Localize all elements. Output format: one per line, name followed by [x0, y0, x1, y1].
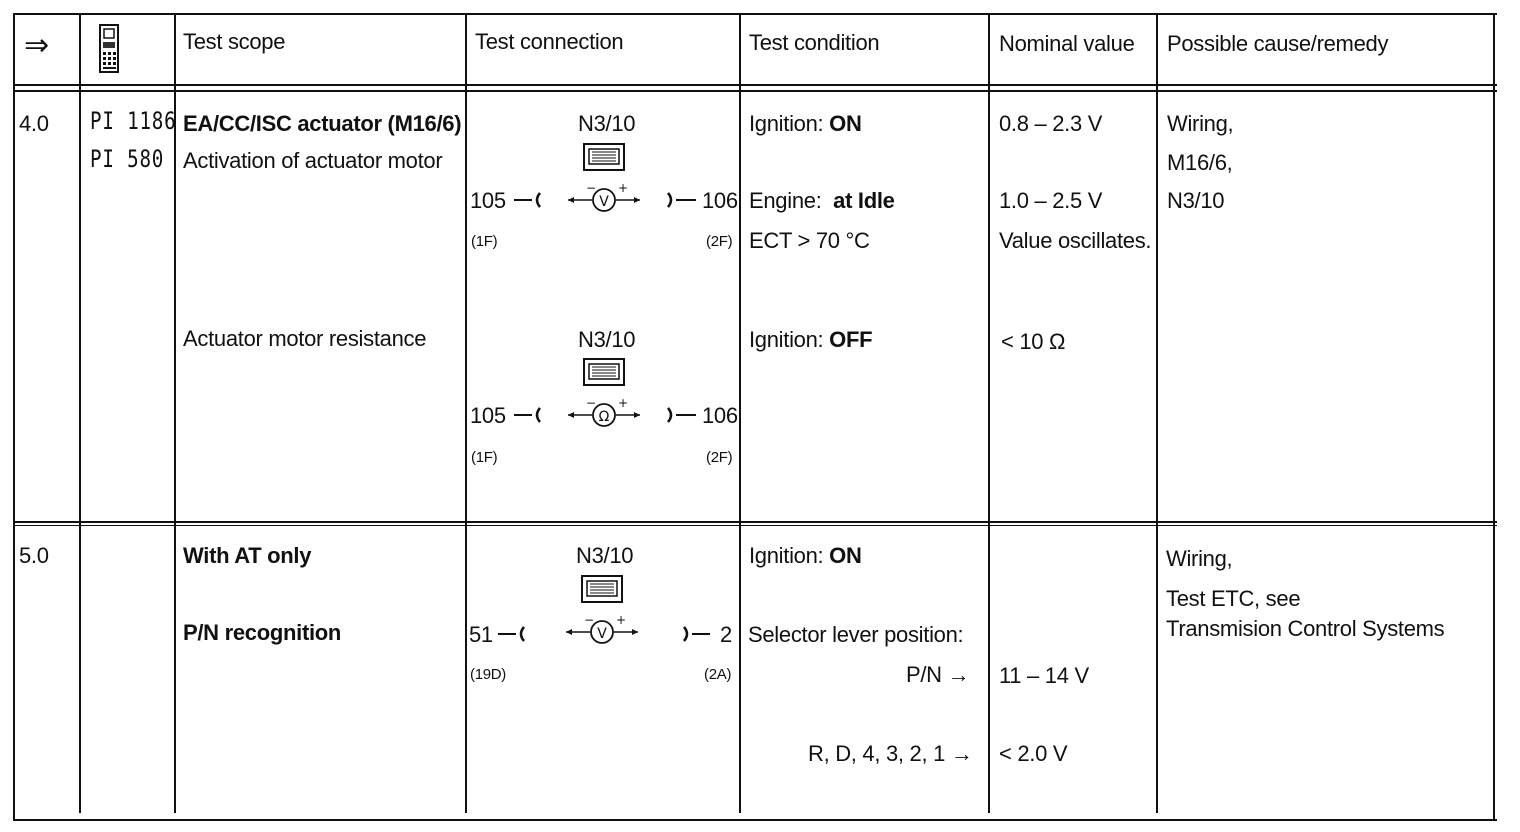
connector-icon [582, 140, 626, 174]
connector-icon [580, 572, 624, 606]
svg-text:−: − [586, 396, 597, 410]
probe-right-icon [664, 190, 698, 210]
svg-text:−: − [586, 181, 597, 195]
svg-text:V: V [599, 194, 609, 210]
cause-item: Wiring, [1167, 111, 1234, 136]
nominal-value: < 10 Ω [1001, 329, 1066, 354]
col-rule-3 [465, 13, 467, 813]
pin-left-sub: (1F) [471, 233, 498, 250]
col-rule-0 [13, 13, 15, 821]
pin-right: 2 [720, 622, 732, 647]
condition-label: Ignition: OFF [749, 327, 873, 352]
condition-text: ECT > 70 °C [749, 228, 870, 253]
ohmmeter-icon [566, 395, 642, 431]
cause-item: Test ETC, see [1166, 586, 1301, 611]
pin-left: 105 [470, 403, 506, 428]
arrow-header: ⇒ [24, 28, 49, 63]
fault-code: PI 1186 [90, 107, 177, 135]
probe-right-icon [680, 624, 714, 644]
pin-left: 51 [469, 622, 493, 647]
col-rule-1 [79, 13, 81, 813]
cause-item: N3/10 [1167, 188, 1225, 213]
nominal-value: Value oscillates. [999, 228, 1152, 253]
probe-right-icon [664, 405, 698, 425]
pin-left-sub: (19D) [470, 666, 507, 683]
pin-left: 105 [470, 188, 506, 213]
scope-subtitle: P/N recognition [183, 620, 342, 645]
row-rule [13, 521, 1497, 523]
probe-left-icon [512, 190, 544, 210]
condition-text: Selector lever position: [748, 622, 964, 647]
pin-right: 106 [702, 403, 738, 428]
header-test-scope: Test scope [183, 29, 286, 54]
fault-code: PI 580 [90, 145, 165, 173]
step-number: 4.0 [19, 111, 49, 136]
pin-right-sub: (2F) [706, 449, 733, 466]
probe-left-icon [496, 624, 528, 644]
header-rule-double [13, 90, 1497, 92]
voltmeter-icon [564, 612, 640, 648]
svg-text:+: + [618, 181, 629, 195]
cause-item: Transmision Control Systems [1166, 616, 1445, 641]
table-border-top [13, 13, 1497, 15]
connector-unit-label: N3/10 [576, 543, 634, 568]
connector-unit-label: N3/10 [578, 111, 636, 136]
tester-icon [98, 24, 120, 74]
pin-right: 106 [702, 188, 738, 213]
svg-text:Ω: Ω [598, 409, 610, 425]
table-border-bottom [13, 819, 1497, 821]
header-test-connection: Test connection [475, 29, 624, 54]
row-rule-double [13, 525, 1497, 526]
col-rule-6 [1156, 13, 1158, 813]
svg-text:−: − [584, 613, 595, 627]
nominal-value: 0.8 – 2.3 V [999, 111, 1103, 136]
connector-unit-label: N3/10 [578, 327, 636, 352]
svg-text:+: + [618, 396, 629, 410]
col-rule-7 [1493, 13, 1495, 821]
nominal-value: 11 – 14 V [999, 663, 1089, 688]
condition-label: Ignition: ON [749, 543, 862, 568]
condition-label: Ignition: ON [749, 111, 862, 136]
step-number: 5.0 [19, 543, 49, 568]
col-rule-5 [988, 13, 990, 813]
cause-item: Wiring, [1166, 546, 1233, 571]
probe-left-icon [512, 405, 544, 425]
cause-item: M16/6, [1167, 150, 1233, 175]
svg-text:V: V [597, 626, 607, 642]
pin-right-sub: (2A) [704, 666, 732, 683]
condition-text: R, D, 4, 3, 2, 1 → [808, 741, 973, 766]
pin-right-sub: (2F) [706, 233, 733, 250]
pin-left-sub: (1F) [471, 449, 498, 466]
header-test-condition: Test condition [749, 30, 880, 55]
scope-subtitle: Activation of actuator motor [183, 148, 443, 173]
scope-title: With AT only [183, 543, 312, 568]
connector-icon [582, 355, 626, 389]
header-possible-cause: Possible cause/remedy [1167, 31, 1389, 56]
svg-text:+: + [616, 613, 627, 627]
header-rule [13, 84, 1497, 86]
nominal-value: 1.0 – 2.5 V [999, 188, 1103, 213]
header-nominal-value: Nominal value [999, 31, 1135, 56]
condition-label: Engine: at Idle [749, 188, 895, 213]
nominal-value: < 2.0 V [999, 741, 1068, 766]
scope-title: EA/CC/ISC actuator (M16/6) [183, 111, 462, 136]
voltmeter-icon [566, 180, 642, 216]
col-rule-4 [739, 13, 741, 813]
scope-subtitle: Actuator motor resistance [183, 326, 427, 351]
condition-text: P/N → [906, 662, 970, 687]
